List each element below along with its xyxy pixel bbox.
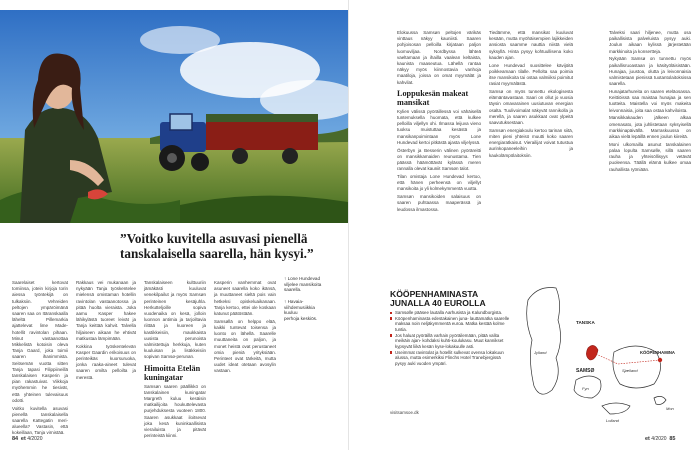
map-label-fyn: Fyn [582,386,589,391]
denmark-map [518,280,690,430]
infobox-list [390,310,510,367]
map-samso [586,345,598,360]
body-column-3: Tanskalaiseen kulttuuriin jämäkästi kuuluvat venekilpailut ja myös Samsøn perinteinen kesäjuhla. Herkutteljoille sopiva vuodenaika on kesä, jolloin luonnon antimia ja tarjoiltavia riittää ja kuoreen ja kastikkeisiin, maukkaista uusista perunoista valmistettuja herkkuja, kuten kuuluisan ja lisäkkeisiin sopivan Samsø-perunan. Himoitta Etelän kuningatar Samsøn saaren päällikkö on tanskalainen kuningatar Margreth kuluu kesäisin matkailijoita houkuttelevasta purjehduksesta vuoteen 1800. Saaren asukkaat iloitsevat joka kesä kuninkaallisista vierailuista ja pitävät perinteistä kiinni. [144,280,206,439]
map-route [596,354,660,364]
map-label-mon: Mon [666,406,674,411]
body-column-5: Elokuussa Samsøn peltojen värikäs vinttaus näkyy kauniisti. Saaren pohjoisosan pelloilla kirjataan paljon luomuviljaa. Nordbyssa lähteä vaeltamaan ja ihailla vaalean keltaista, kaunista maaseutua. Lähellä rantaa näkyy myös kiinnostavia vanhoja maatiloja, joissa on omat myymälät ja kahvilat. Loppukesän makeat mansikat Kylien välissä pyöräillessä voi vähäisellä tuntemuksella huomata, että kulkee pelloilla viljellyn ohi. Ilmassa leijuva vieno tuoksu muistuttaa kesästä ja mansikanpoimintaan myös Lone Hundevad kertoi pitkästä ajasta viljelyssä. Österbyn ja Besserin välinen pyöräreitti on mansikkamaiden reunustama. Tien päässä häämöttävät kylässä meren rannalla olevat kauniit Samsøn talot. Tilan omistaja Lone Hundevad kertoo, että hänen perheensä on viljellyt mansikoita jo yli kolmekymmentä vuotta. Samsøn mansikoiden salaisuus on saaren puhtaassa maaperässä ja leudossa ilmastossa. [397,30,481,212]
map-jylland [527,288,561,395]
infobox-item: Kööpenhaminasta edestakainen juna- lauttamatka saarelle maksaa noin neljäkymmentä euroa. Matka kestää kolme tuntia. [390,316,510,333]
body-column-4: Kasperin vanhemmat ovat asuneet saarella koko ikänsä, ja muuttaneet sieltä pois vain hetkeksi opiskeluaikanaan. Tanja kertoo, ettei ole koskaan katunut päätöstään. Samsøllä on helppo elää, kaikki tuntevat toisensa ja luonto on lähellä. Saarelle muuttaneita on paljon, ja monet heistä ovat perustaneet omia pieniä yrityksiään. Perinteet ovat tärkeitä, mutta uudet ideat otetaan avosylin vastaan. [214,280,276,374]
map-label-jylland: Jylland [534,350,547,355]
body-column-1: Saarelaiset kertovat tomiinsa, jotein kirjoja torin aiessa työntekijä on tulkaksiin. Vehreiden peltojen ympäröimänä saaren saa on Itäranskaalla läheltä Pillemarkia ajattelevat lime Made- hotellit ravintolan pihaan. Minut vastaanottaa Mikkelistä kotoisin oleva Tanja Gaard, joka toimii saaren ihanimmista. Seitsemän vuotta sitten Tanja tapasi Filippiineillä tanskalaisen Kasperin ja pian rakastuivat. Viikkoja myöhemmin he tiesivät, että yhteinen tulevaisuus odotti. Voitko kuvitella asuvasi pienellä tanskalaisella saarella Kattegatin meri-alueella? Vastasin, että kokeillaan, Tanja virnistää. [12,280,68,436]
folio-left: 84 et 4/2020 [12,436,43,442]
infobox-item: Jos haluat pyöräillä varhain pyöräilemään, pitää valita meikäin ajan- kohdaksi kuhti-koulukasu. Muut kannikset kypsyvät liikä kesän kyse-lokakuulle asti. [390,333,510,350]
caption-right: ↑ Havaiа- viihdemusiikkia kuuluu perhoja keskiös. [284,299,318,321]
heading-hiomotta: Himoitta Etelän kuningatar [144,363,201,382]
body-column-6: Tiedämme, että mansikat kuuluvat kesään, mutta myöhäisempien lajikkeiden ansiosta saamme nauttia niistä vielä syksyllä. Hinta pysyy kohtuullisena koko kauden ajan. Lone Hundevad suosittelee kävijöitä poikkeamaan tilalle. Pellolta saa poimia itse mansikoita tai ostaa valmiiksi poimitut rasiat myymälästä. Samsø on myös tunnettu ekologisesta elämäntavastaan. Saari on ollut jo vuosia täysin omavarainen uusiutuvan energian osalta. Tuulivoimalat näkyvät rannikolla ja merellä, ja saaren asukkaat ovat ylpeitä saavutuksestaan. Samsøn energiakoulu kertoo tarinan siitä, miten pieni yhteisö muutti koko saaren energiaratkaisut. Vierailijat voivat tutustua aurinkopaneeleihin ja kaukolämpölaitoksiin. [489,30,573,158]
map-mon [654,396,666,404]
photo-woman-tractor [0,10,348,223]
body-column-7: Talveksi saari hiljenee, mutta osa paikallisista palveluista pysyy auki. Joulun aikaan kylissä järjestetään markkinoita ja konsertteja. Nykyään Samsø on tunnettu myös paikallisruoastaan ja käsityöläisistään. Hunajaa, juustoa, olutta ja leivonnaisia valmistetaan pienissä tuotantolaitoksissa saarella. Hunajatarhureita on saaren eteläosassa. Keittiöissä saa maistaa hunajaa ja sen tuotteita. Maistella voi myös makeita leivonnaisia, joita saa ostaa kahviloista. Mansikkakauden jälkeen alkaa omenasato, jota juhlistetaan syksyisellä markkinapäivällä. Marraskuussa on aikaa vielä lepäillä ennen joulun kiireitä. Moni ulkomailla asunut tanskalainen palaa lopulta Samsølle, sillä saaren rauha ja yhteisöllisyys vetävät puoleensa. Täällä elämä kulkee omaa rauhallista rytmiään. [609,30,691,172]
infobox-item: Useimmat ravintolat ja hotellit sulkevat ovensa lokakuun alussa, mutta esimerkiksi Flinchs Hotel Tranebjergissä pysyy auki vuoden ympäri. [390,350,510,367]
map-label-lolland: Lolland [606,418,619,423]
heading-loppukesa: Loppukesän makeat mansikat [397,88,469,107]
map-lolland [602,403,630,414]
pull-quote: ”Voitko kuvitella asuvasi pienellä tanskalaisella saarella, hän kysyi.” [120,231,314,261]
map-label-samso: SAMSØ [576,368,595,374]
map-label-sjaelland: Sjælland [622,368,638,373]
map-label-copenhagen: KÖÖPENHAMINA [640,350,675,355]
farm-photo-illustration [0,10,348,223]
folio-right: et 4/2020 85 [645,436,676,442]
body-column-2: Rakkaus vei mukanaan ja nykyään Tanja työskentelee mielensä omistaman hotellin ravintolan vastaanotossa ja pitää huolta vieraista. Joka aamu Kasper hakee lähikylästä tuoreet leivät ja Tanja keittää kahvit. Talvella hiljaiseen aikaan he ehtivät matkustaa lämpimään. Kokkina työskentelevän Kasper Gaardin erikoisuus on perinteikäs kuorsuruoka, jonka raaka-aineet tulevat saaren omilta pelloilta ja merestä. [76,280,136,380]
map-label-tanska: TANSKA [576,320,595,325]
infobox-item: Samsølle pääsee lautalla Aarhusista ja Kalundborgista. [390,310,510,316]
caption-left: ↑ Lone Hundevad viljelee mansikoita saarella. [284,276,322,293]
infobox-source: visitsamsoe.dk [390,410,419,415]
infobox-title: KÖÖPENHAMINASTA JUNALLA 40 EUROLLA [390,289,486,309]
